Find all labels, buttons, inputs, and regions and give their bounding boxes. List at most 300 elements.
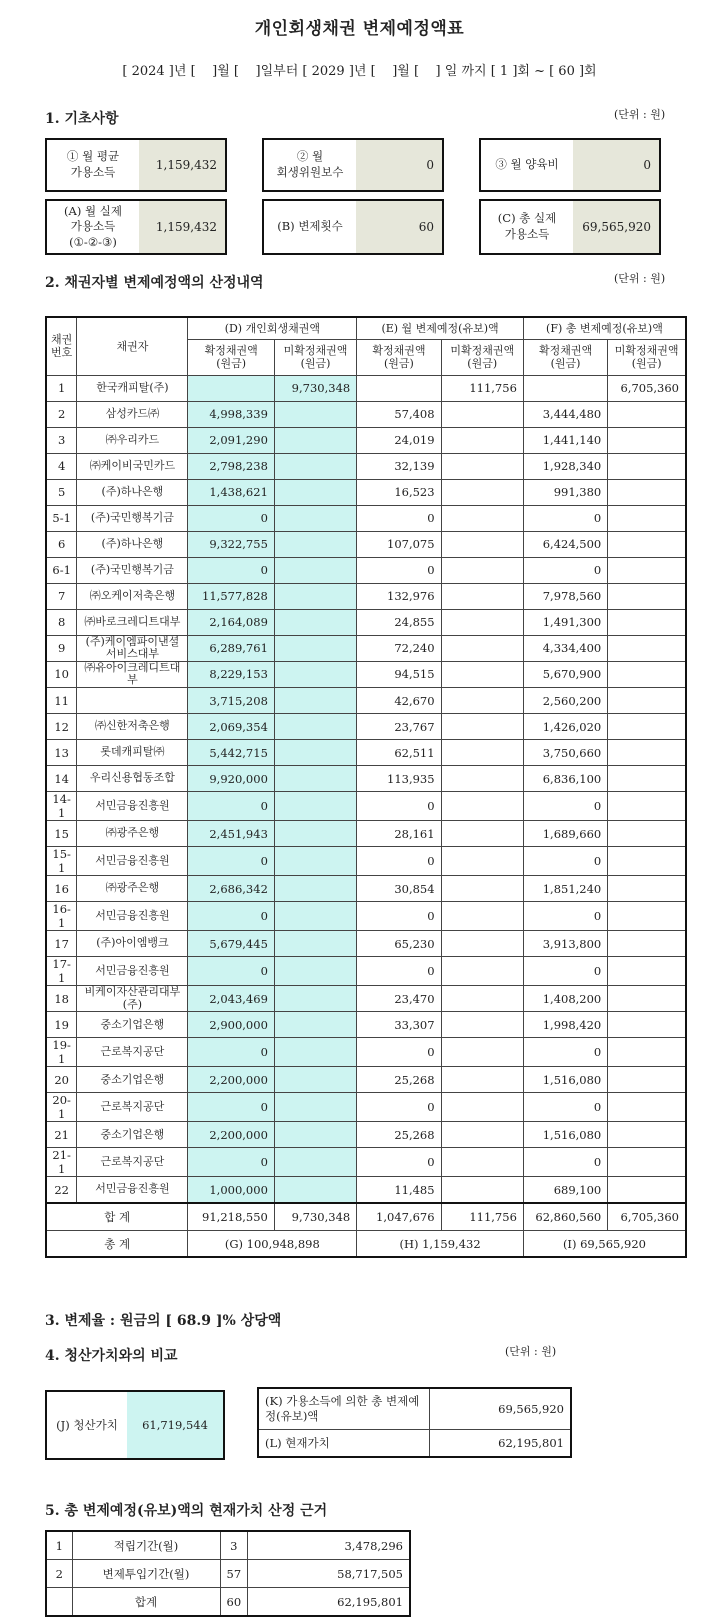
creditor-table	[45, 316, 687, 1258]
cell-f2	[608, 986, 686, 1012]
cell-f2	[608, 766, 686, 792]
cell-d1: 9,322,755	[188, 531, 274, 557]
repayment-count-box	[262, 199, 444, 255]
cell-name: ㈜우리카드	[77, 427, 188, 453]
total-actual-income-box	[479, 199, 661, 255]
present-value-basis-body	[46, 1531, 410, 1616]
cell-no: 8	[46, 609, 77, 635]
section3-heading: 3. 변제율 : 원금의 [ 68.9 ]% 상당액	[45, 1313, 282, 1329]
cell-f1: 3,913,800	[523, 931, 607, 957]
col-header-f-confirmed: 확정채권액 (원금)	[523, 339, 607, 375]
monthly-avg-income-box	[45, 138, 227, 192]
cell-no: 18	[46, 986, 77, 1012]
cell-e1: 0	[357, 505, 441, 531]
cell-f2	[608, 688, 686, 714]
present-value-comparison	[257, 1387, 572, 1458]
cell-d2	[274, 531, 356, 557]
cell-name: (주)국민행복기금	[77, 557, 188, 583]
cell-e2	[441, 1093, 523, 1122]
cell-d1: 4,998,339	[188, 401, 274, 427]
cell-f2	[608, 479, 686, 505]
cell-e2	[441, 986, 523, 1012]
cell-e2	[441, 661, 523, 687]
cell-d2	[274, 609, 356, 635]
cell-d1: 2,200,000	[188, 1122, 274, 1148]
cell-e1: 0	[357, 957, 441, 986]
cell-e1: 94,515	[357, 661, 441, 687]
table-row	[46, 792, 686, 821]
basis-amount: 58,717,505	[248, 1560, 410, 1588]
cell-no: 16-1	[46, 902, 77, 931]
subtotal-d1: 91,218,550	[188, 1203, 274, 1231]
cell-f2	[608, 876, 686, 902]
cell-f1: 0	[523, 557, 607, 583]
cell-f1: 1,928,340	[523, 453, 607, 479]
cell-f1: 0	[523, 505, 607, 531]
cell-f1: 0	[523, 847, 607, 876]
cell-e1: 132,976	[357, 583, 441, 609]
cell-name: 서민금융진흥원	[77, 957, 188, 986]
cell-f2	[608, 902, 686, 931]
monthly-child-support-label: ③ 월 양육비	[481, 140, 573, 190]
cell-f1: 0	[523, 902, 607, 931]
table-row	[46, 931, 686, 957]
unit-label-2: (단위 : 원)	[614, 272, 666, 285]
cell-f2	[608, 401, 686, 427]
subtotal-e1: 1,047,676	[357, 1203, 441, 1231]
cell-e1: 16,523	[357, 479, 441, 505]
cell-no: 22	[46, 1177, 77, 1203]
cell-name: 롯데캐피탈㈜	[77, 740, 188, 766]
col-header-f-unconfirmed: 미확정채권액 (원금)	[608, 339, 686, 375]
monthly-actual-income-box	[45, 199, 227, 255]
table-row	[46, 479, 686, 505]
cell-d1: 0	[188, 792, 274, 821]
cell-d2	[274, 635, 356, 661]
cell-no: 21-1	[46, 1148, 77, 1177]
cell-no: 13	[46, 740, 77, 766]
cell-f1: 7,978,560	[523, 583, 607, 609]
cell-no: 1	[46, 375, 77, 401]
cell-name: 우리신용협동조합	[77, 766, 188, 792]
cell-d1: 2,091,290	[188, 427, 274, 453]
cell-no: 6	[46, 531, 77, 557]
cell-no: 19-1	[46, 1038, 77, 1067]
table-row	[46, 714, 686, 740]
cell-f2	[608, 1012, 686, 1038]
cell-e1: 11,485	[357, 1177, 441, 1203]
cell-e2	[441, 1177, 523, 1203]
cell-e1: 32,139	[357, 453, 441, 479]
cell-d2	[274, 902, 356, 931]
cell-f2	[608, 847, 686, 876]
basis-row	[46, 1560, 410, 1588]
cell-d2	[274, 401, 356, 427]
cell-e1: 23,767	[357, 714, 441, 740]
cell-no: 9	[46, 635, 77, 661]
cell-f2	[608, 505, 686, 531]
cell-d1: 3,715,208	[188, 688, 274, 714]
cell-e2	[441, 479, 523, 505]
cell-d1: 0	[188, 1148, 274, 1177]
table-row	[46, 847, 686, 876]
cell-f2	[608, 821, 686, 847]
cell-d2	[274, 876, 356, 902]
k-label: (K) 가용소득에 의한 총 변제예정(유보)액	[258, 1388, 430, 1430]
cell-e1: 33,307	[357, 1012, 441, 1038]
cell-e1: 107,075	[357, 531, 441, 557]
cell-f2	[608, 931, 686, 957]
col-header-e: (E) 월 변제예정(유보)액	[357, 317, 524, 339]
cell-d1: 0	[188, 505, 274, 531]
col-header-e-confirmed: 확정채권액 (원금)	[357, 339, 441, 375]
cell-f2	[608, 1177, 686, 1203]
cell-f1: 1,516,080	[523, 1122, 607, 1148]
cell-f2	[608, 1122, 686, 1148]
cell-d1: 11,577,828	[188, 583, 274, 609]
cell-no: 14	[46, 766, 77, 792]
basis-row	[46, 1588, 410, 1617]
table-row	[46, 505, 686, 531]
cell-f1: 1,998,420	[523, 1012, 607, 1038]
cell-d2	[274, 766, 356, 792]
cell-f1: 1,491,300	[523, 609, 607, 635]
col-header-d-unconfirmed: 미확정채권액 (원금)	[274, 339, 356, 375]
basis-months: 60	[220, 1588, 248, 1617]
table-row	[46, 821, 686, 847]
monthly-avg-income-value: 1,159,432	[139, 140, 225, 190]
col-header-creditor: 채권자	[77, 317, 188, 375]
cell-no: 20	[46, 1067, 77, 1093]
cell-no: 16	[46, 876, 77, 902]
cell-f1	[523, 375, 607, 401]
cell-e1: 30,854	[357, 876, 441, 902]
table-row	[46, 1177, 686, 1203]
table-row	[46, 1122, 686, 1148]
cell-d1: 5,679,445	[188, 931, 274, 957]
cell-f1: 0	[523, 1038, 607, 1067]
l-value: 62,195,801	[430, 1430, 572, 1458]
unit-label-4: (단위 : 원)	[505, 1345, 557, 1358]
cell-d2	[274, 1122, 356, 1148]
cell-no: 7	[46, 583, 77, 609]
cell-f1: 1,441,140	[523, 427, 607, 453]
cell-d2	[274, 1148, 356, 1177]
cell-d1: 1,000,000	[188, 1177, 274, 1203]
cell-name: ㈜오케이저축은행	[77, 583, 188, 609]
cell-f2	[608, 557, 686, 583]
cell-f1: 0	[523, 1093, 607, 1122]
table-row	[46, 740, 686, 766]
table-row	[46, 876, 686, 902]
cell-f1: 1,851,240	[523, 876, 607, 902]
cell-e1: 0	[357, 847, 441, 876]
cell-no: 20-1	[46, 1093, 77, 1122]
cell-f1: 1,516,080	[523, 1067, 607, 1093]
cell-f2	[608, 740, 686, 766]
liquidation-value-box	[45, 1390, 225, 1460]
subtotal-f1: 62,860,560	[523, 1203, 607, 1231]
cell-d2	[274, 986, 356, 1012]
total-actual-income-label: (C) 총 실제 가용소득	[481, 201, 573, 253]
cell-f1: 2,560,200	[523, 688, 607, 714]
cell-name: 서민금융진흥원	[77, 847, 188, 876]
monthly-commissioner-fee-value: 0	[356, 140, 442, 190]
present-value-basis-table	[45, 1530, 411, 1617]
cell-name: 중소기업은행	[77, 1067, 188, 1093]
cell-f1: 3,444,480	[523, 401, 607, 427]
monthly-avg-income-label: ① 월 평균 가용소득	[47, 140, 139, 190]
cell-no: 5	[46, 479, 77, 505]
cell-d2	[274, 557, 356, 583]
cell-e2	[441, 847, 523, 876]
repayment-count-value: 60	[356, 201, 442, 253]
cell-d1: 8,229,153	[188, 661, 274, 687]
subtotal-label: 합 계	[46, 1203, 188, 1231]
total-h: (H) 1,159,432	[357, 1231, 524, 1257]
cell-d1: 9,920,000	[188, 766, 274, 792]
cell-e2	[441, 583, 523, 609]
cell-name: ㈜케이비국민카드	[77, 453, 188, 479]
cell-d1: 0	[188, 847, 274, 876]
table-row	[46, 557, 686, 583]
creditor-table-body	[46, 375, 686, 1203]
cell-d2	[274, 661, 356, 687]
cell-d2	[274, 1093, 356, 1122]
cell-no: 17	[46, 931, 77, 957]
cell-e1: 57,408	[357, 401, 441, 427]
cell-f2: 6,705,360	[608, 375, 686, 401]
table-row	[46, 1038, 686, 1067]
cell-name: ㈜광주은행	[77, 821, 188, 847]
table-row	[46, 902, 686, 931]
cell-d1: 2,686,342	[188, 876, 274, 902]
period-line: [ 2024 ]년 [ ]월 [ ]일부터 [ 2029 ]년 [ ]월 [ ] 일 까지 [ 1 ]회 ~ [ 60 ]회	[122, 64, 597, 79]
cell-d1: 2,451,943	[188, 821, 274, 847]
cell-f2	[608, 453, 686, 479]
cell-no: 6-1	[46, 557, 77, 583]
cell-f1: 1,426,020	[523, 714, 607, 740]
total-row	[46, 1231, 686, 1257]
total-label: 총 계	[46, 1231, 188, 1257]
cell-d1: 5,442,715	[188, 740, 274, 766]
table-row	[46, 531, 686, 557]
cell-e1: 23,470	[357, 986, 441, 1012]
table-row	[46, 661, 686, 687]
cell-e2	[441, 557, 523, 583]
cell-d2	[274, 847, 356, 876]
cell-e2	[441, 902, 523, 931]
cell-f1: 0	[523, 957, 607, 986]
section4-heading: 4. 청산가치와의 비교	[45, 1348, 178, 1364]
cell-d2	[274, 931, 356, 957]
cell-name: (주)국민행복기금	[77, 505, 188, 531]
cell-no: 15-1	[46, 847, 77, 876]
cell-name: 서민금융진흥원	[77, 1177, 188, 1203]
cell-f2	[608, 635, 686, 661]
cell-e1: 25,268	[357, 1122, 441, 1148]
cell-e1: 0	[357, 792, 441, 821]
cell-e2	[441, 931, 523, 957]
col-header-d: (D) 개인회생채권액	[188, 317, 357, 339]
table-row	[46, 401, 686, 427]
cell-f2	[608, 531, 686, 557]
cell-name: 서민금융진흥원	[77, 902, 188, 931]
cell-e2	[441, 1012, 523, 1038]
cell-d2: 9,730,348	[274, 375, 356, 401]
cell-e2	[441, 1148, 523, 1177]
cell-f2	[608, 661, 686, 687]
cell-f1: 5,670,900	[523, 661, 607, 687]
cell-d2	[274, 688, 356, 714]
cell-d2	[274, 453, 356, 479]
cell-f2	[608, 792, 686, 821]
basis-no: 2	[46, 1560, 72, 1588]
cell-d1: 2,069,354	[188, 714, 274, 740]
cell-f2	[608, 714, 686, 740]
cell-d2	[274, 821, 356, 847]
total-i: (I) 69,565,920	[523, 1231, 686, 1257]
subtotal-d2: 9,730,348	[274, 1203, 356, 1231]
col-header-no: 채권 번호	[46, 317, 77, 375]
cell-name: 근로복지공단	[77, 1148, 188, 1177]
monthly-actual-income-value: 1,159,432	[139, 201, 225, 253]
cell-name: 근로복지공단	[77, 1093, 188, 1122]
table-row	[46, 635, 686, 661]
cell-f2	[608, 1093, 686, 1122]
table-row	[46, 986, 686, 1012]
cell-d1: 2,798,238	[188, 453, 274, 479]
cell-d1	[188, 375, 274, 401]
cell-f2	[608, 609, 686, 635]
cell-e2	[441, 688, 523, 714]
cell-f2	[608, 957, 686, 986]
monthly-actual-income-label: (A) 월 실제 가용소득 (①-②-③)	[47, 201, 139, 253]
subtotal-row	[46, 1203, 686, 1231]
cell-f1: 991,380	[523, 479, 607, 505]
cell-e2	[441, 531, 523, 557]
cell-d2	[274, 792, 356, 821]
subtotal-f2: 6,705,360	[608, 1203, 686, 1231]
cell-name: 비케이자산관리대부(주)	[77, 986, 188, 1012]
col-header-d-confirmed: 확정채권액 (원금)	[188, 339, 274, 375]
table-row	[46, 1012, 686, 1038]
cell-e2	[441, 766, 523, 792]
table-row	[46, 609, 686, 635]
cell-name: 중소기업은행	[77, 1012, 188, 1038]
cell-name: (주)하나은행	[77, 479, 188, 505]
cell-d2	[274, 583, 356, 609]
cell-f1: 6,836,100	[523, 766, 607, 792]
cell-no: 5-1	[46, 505, 77, 531]
cell-d2	[274, 957, 356, 986]
cell-e1: 24,855	[357, 609, 441, 635]
cell-name: 삼성카드㈜	[77, 401, 188, 427]
cell-no: 11	[46, 688, 77, 714]
cell-e1: 0	[357, 902, 441, 931]
basis-label: 합계	[72, 1588, 220, 1617]
monthly-child-support-box	[479, 138, 661, 192]
cell-no: 19	[46, 1012, 77, 1038]
cell-d2	[274, 427, 356, 453]
table-row	[46, 583, 686, 609]
cell-f2	[608, 1148, 686, 1177]
liquidation-value: 61,719,544	[127, 1391, 224, 1459]
cell-f1: 4,334,400	[523, 635, 607, 661]
cell-d2	[274, 1177, 356, 1203]
cell-d2	[274, 740, 356, 766]
unit-label-1: (단위 : 원)	[614, 108, 666, 121]
cell-d2	[274, 714, 356, 740]
cell-name: (주)케이엠파이낸셜서비스대부	[77, 635, 188, 661]
cell-e1: 42,670	[357, 688, 441, 714]
cell-no: 4	[46, 453, 77, 479]
cell-f1: 1,689,660	[523, 821, 607, 847]
cell-e2	[441, 1067, 523, 1093]
cell-e1: 72,240	[357, 635, 441, 661]
cell-e1: 24,019	[357, 427, 441, 453]
cell-no: 10	[46, 661, 77, 687]
cell-d1: 0	[188, 957, 274, 986]
cell-e1: 65,230	[357, 931, 441, 957]
cell-f2	[608, 1038, 686, 1067]
table-row	[46, 766, 686, 792]
table-row	[46, 375, 686, 401]
cell-d1: 2,900,000	[188, 1012, 274, 1038]
cell-no: 14-1	[46, 792, 77, 821]
total-actual-income-value: 69,565,920	[573, 201, 659, 253]
cell-name	[77, 688, 188, 714]
cell-f2	[608, 1067, 686, 1093]
cell-name: ㈜광주은행	[77, 876, 188, 902]
cell-e2	[441, 1122, 523, 1148]
cell-d2	[274, 479, 356, 505]
cell-no: 15	[46, 821, 77, 847]
cell-e1: 0	[357, 1148, 441, 1177]
cell-name: 근로복지공단	[77, 1038, 188, 1067]
cell-e2: 111,756	[441, 375, 523, 401]
cell-e2	[441, 1038, 523, 1067]
monthly-child-support-value: 0	[573, 140, 659, 190]
cell-e1: 113,935	[357, 766, 441, 792]
basis-amount: 62,195,801	[248, 1588, 410, 1617]
cell-e2	[441, 876, 523, 902]
cell-f1: 689,100	[523, 1177, 607, 1203]
liquidation-value-label: (J) 청산가치	[56, 1418, 118, 1432]
cell-e2	[441, 792, 523, 821]
monthly-commissioner-fee-label: ② 월 회생위원보수	[264, 140, 356, 190]
cell-f1: 3,750,660	[523, 740, 607, 766]
table-row	[46, 957, 686, 986]
cell-e1: 28,161	[357, 821, 441, 847]
cell-e1: 25,268	[357, 1067, 441, 1093]
cell-no: 17-1	[46, 957, 77, 986]
cell-d1: 6,289,761	[188, 635, 274, 661]
cell-no: 2	[46, 401, 77, 427]
basis-no: 1	[46, 1531, 72, 1560]
col-header-e-unconfirmed: 미확정채권액 (원금)	[441, 339, 523, 375]
cell-e2	[441, 427, 523, 453]
cell-d2	[274, 1038, 356, 1067]
cell-e1: 0	[357, 1038, 441, 1067]
cell-name: 서민금융진흥원	[77, 792, 188, 821]
cell-e2	[441, 453, 523, 479]
cell-e2	[441, 821, 523, 847]
cell-e1: 0	[357, 1093, 441, 1122]
cell-f1: 0	[523, 792, 607, 821]
table-row	[46, 1067, 686, 1093]
cell-f2	[608, 583, 686, 609]
